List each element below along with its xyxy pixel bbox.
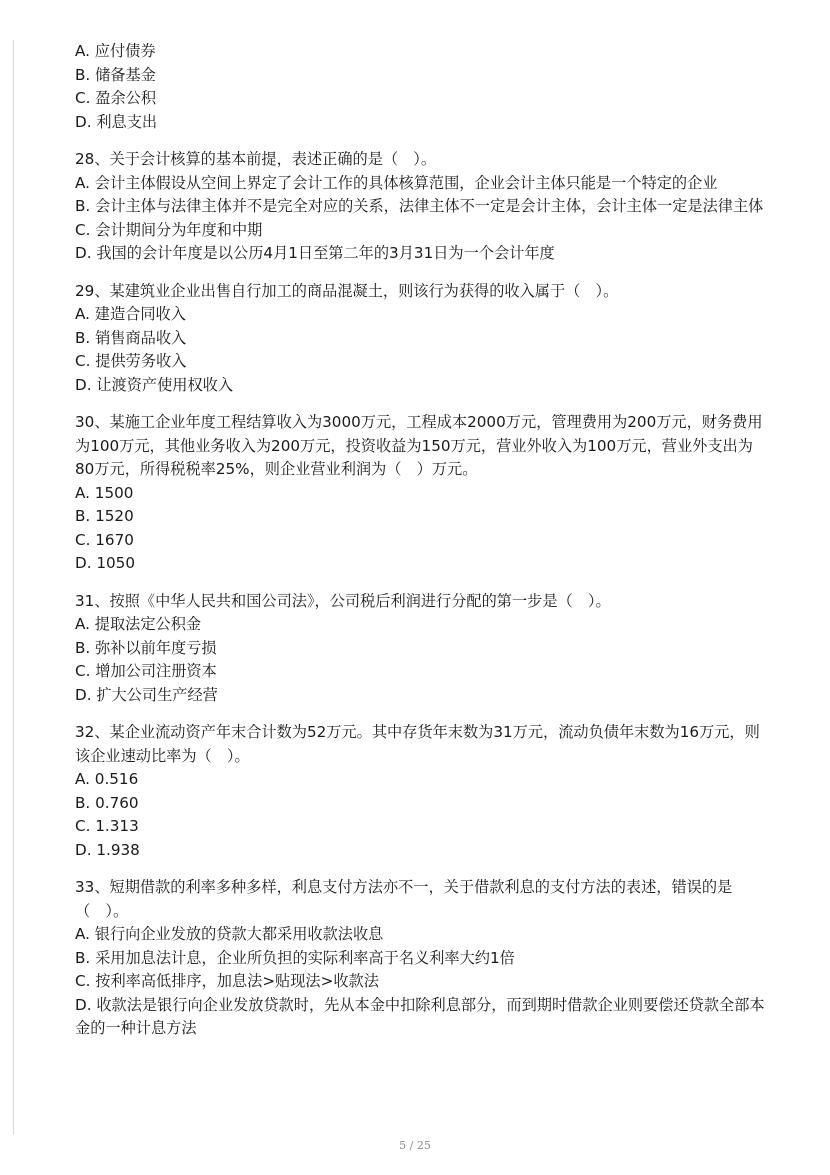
option: B. 弥补以前年度亏损 — [75, 638, 217, 657]
option: D. 扩大公司生产经营 — [75, 685, 218, 704]
question-30 — [75, 411, 765, 576]
option: A. 会计主体假设从空间上界定了会计工作的具体核算范围，企业会计主体只能是一个特定的企业 — [75, 173, 718, 192]
option: C. 增加公司注册资本 — [75, 662, 217, 680]
question-32 — [75, 721, 765, 862]
option: C. 1.313 — [75, 817, 139, 835]
option: B. 0.760 — [75, 793, 139, 812]
page-number: 5 / 25 — [399, 1139, 431, 1152]
question-29 — [75, 280, 765, 398]
option: D. 让渡资产使用权收入 — [75, 375, 234, 394]
option: B. 销售商品收入 — [75, 328, 187, 347]
option: C. 会计期间分为年度和中期 — [75, 220, 263, 239]
option: D. 1050 — [75, 554, 136, 572]
question-28 — [75, 148, 765, 266]
option: D. 我国的会计年度是以公历4月1日至第二年的3月31日为一个会计年度 — [75, 244, 555, 262]
question-title: 30、某施工企业年度工程结算收入为3000万元，工程成本2000万元，管理费用为200万元，财务费用为100万元，其他业务收入为200万元，投资收益为150万元，营业外收入为100万元，营业外支出为80万元，所得税税率25%，则企业营业利润为（ ）万元。 — [75, 413, 763, 478]
option: A. 建造合同收入 — [75, 305, 186, 323]
option: A. 应付债券 — [75, 42, 156, 60]
option: B. 储备基金 — [75, 65, 156, 84]
option: C. 盈余公积 — [75, 89, 157, 107]
question-title: 33、短期借款的利率多种多样，利息支付方法亦不一，关于借款利息的支付方法的表述，错误的是（ ）。 — [75, 878, 733, 920]
option: A. 提取法定公积金 — [75, 615, 202, 633]
option: B. 1520 — [75, 507, 134, 525]
option: B. 采用加息法计息，企业所负担的实际利率高于名义利率大约1倍 — [75, 948, 515, 967]
question-title: 32、某企业流动资产年末合计数为52万元。其中存货年末数为31万元，流动负债年末数为16万元，则该企业速动比率为（ ）。 — [75, 723, 760, 765]
previous-question-options — [75, 40, 765, 134]
option: A. 0.516 — [75, 770, 139, 788]
page-content — [75, 40, 765, 1055]
option: D. 收款法是银行向企业发放贷款时，先从本金中扣除利息部分，而到期时借款企业则要偿还贷款全部本金的一种计息方法 — [75, 995, 765, 1037]
option: B. 会计主体与法律主体并不是完全对应的关系，法律主体不一定是会计主体，会计主体一定是法律主体 — [75, 197, 764, 215]
question-31 — [75, 590, 765, 708]
question-title: 28、关于会计核算的基本前提，表述正确的是（ ）。 — [75, 150, 437, 168]
option: D. 利息支出 — [75, 112, 158, 131]
question-title: 31、按照《中华人民共和国公司法》，公司税后利润进行分配的第一步是（ ）。 — [75, 591, 611, 610]
question-title: 29、某建筑业企业出售自行加工的商品混凝土，则该行为获得的收入属于（ ）。 — [75, 281, 619, 300]
option: C. 按利率高低排序，加息法>贴现法>收款法 — [75, 972, 379, 990]
question-33 — [75, 876, 765, 1041]
option: D. 1.938 — [75, 840, 140, 859]
option: A. 1500 — [75, 483, 134, 502]
option: C. 1670 — [75, 530, 134, 549]
option: C. 提供劳务收入 — [75, 352, 187, 370]
page-left-edge — [13, 40, 14, 1135]
option: A. 银行向企业发放的贷款大都采用收款法收息 — [75, 925, 384, 943]
